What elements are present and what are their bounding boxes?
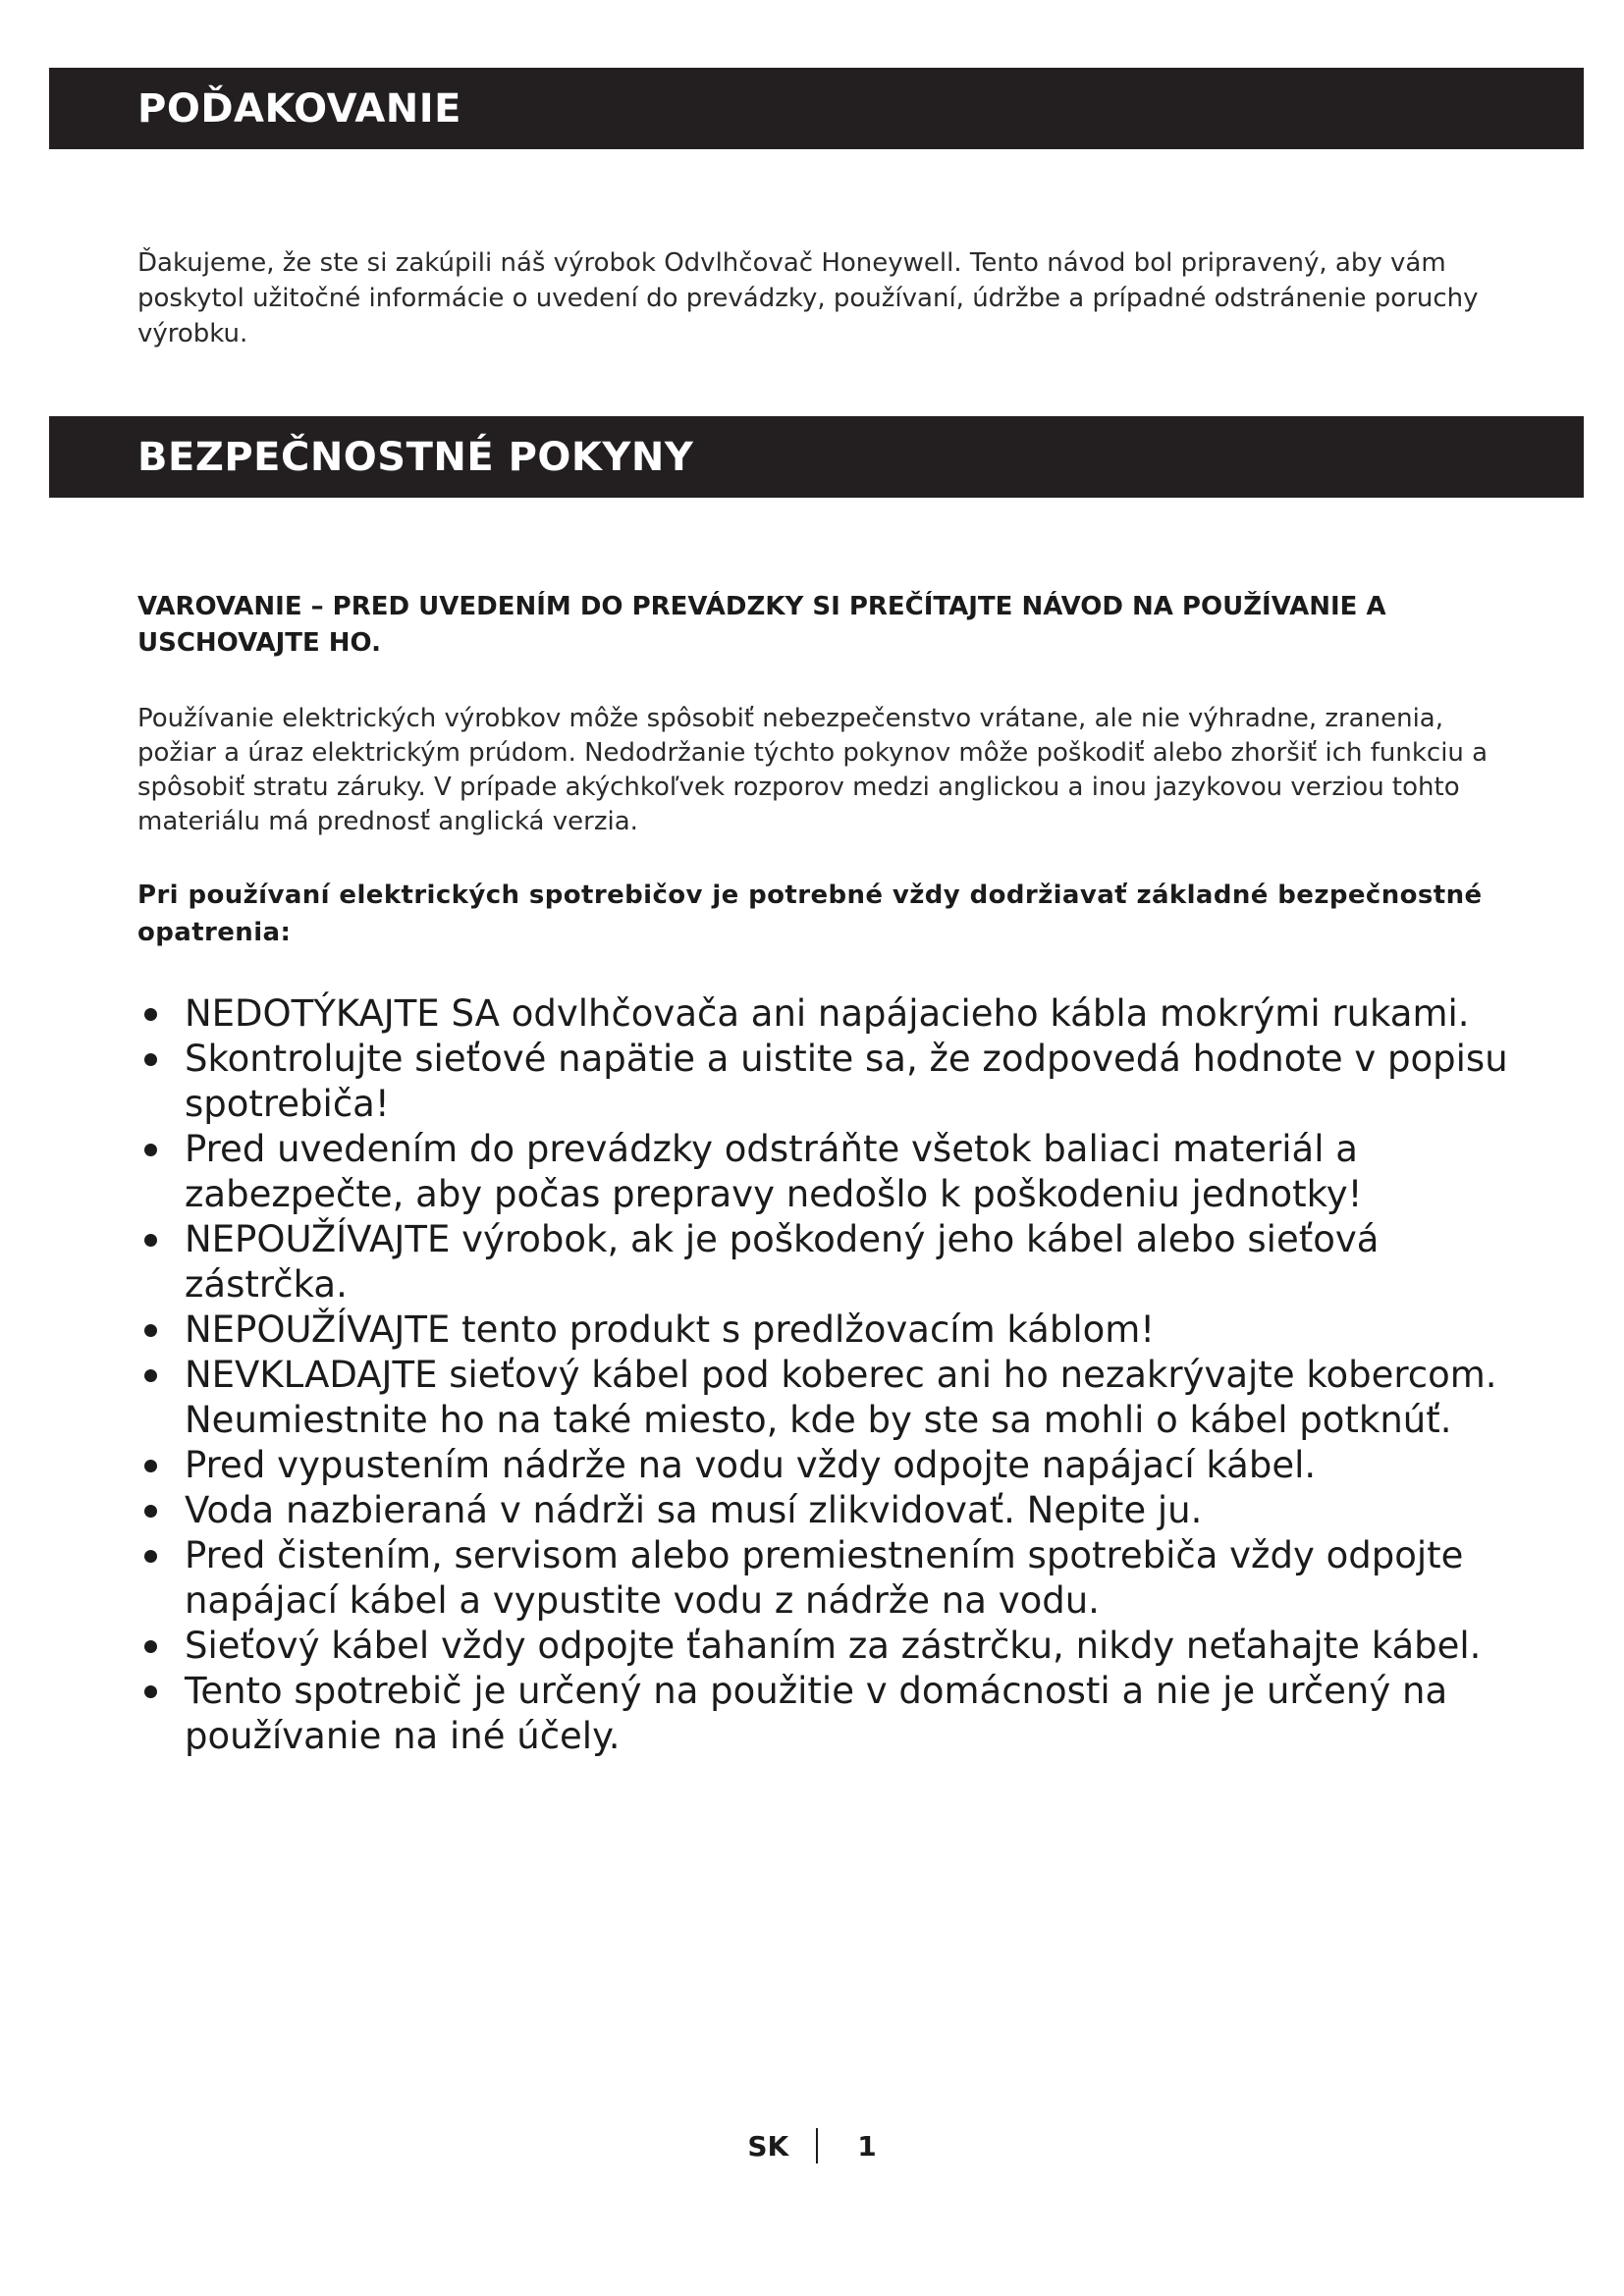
list-item [137, 1488, 1512, 1533]
bullet-icon [144, 1144, 157, 1156]
page-number: 1 [857, 2129, 877, 2163]
section-header-safety [49, 416, 1584, 498]
list-item [137, 1533, 1512, 1624]
list-item-text: Pred uvedením do prevádzky odstráňte všetok baliaci materiál a zabezpečte, aby počas prepravy nedošlo k poškodeniu jednotky! [185, 1128, 1363, 1215]
list-item [137, 1443, 1512, 1488]
bullet-icon [144, 1053, 157, 1066]
list-item-text: NEDOTÝKAJTE SA odvlhčovača ani napájacieho kábla mokrými rukami. [185, 992, 1470, 1035]
precaution-paragraph: Pri používaní elektrických spotrebičov je potrebné vždy dodržiavať základné bezpečnostné opatrenia: [137, 881, 1483, 947]
list-item [137, 991, 1512, 1037]
list-item [137, 1037, 1512, 1127]
bullet-icon [144, 1234, 157, 1247]
list-item-text: NEPOUŽÍVAJTE výrobok, ak je poškodený jeho kábel alebo sieťová zástrčka. [185, 1218, 1380, 1306]
footer-language: SK [747, 2129, 789, 2163]
warning-heading: VAROVANIE – PRED UVEDENÍM DO PREVÁDZKY SI PREČÍTAJTE NÁVOD NA POUŽÍVANIE A USCHOVAJTE HO. [137, 592, 1386, 658]
page-footer [0, 2128, 1624, 2163]
list-item [137, 1669, 1512, 1759]
list-item [137, 1308, 1512, 1353]
list-item [137, 1217, 1512, 1308]
list-item [137, 1624, 1512, 1669]
bullet-icon [144, 1685, 157, 1698]
bullet-icon [144, 1460, 157, 1472]
bullet-icon [144, 1324, 157, 1337]
warning-paragraph: Používanie elektrických výrobkov môže spôsobiť nebezpečenstvo vrátane, ale nie výhradne, zranenia, požiar a úraz elektrickým prúdom. Nedodržanie týchto pokynov môže poškodiť alebo zhoršiť ich funkciu a spôsobiť stratu záruky. V prípade akýchkoľvek rozporov medzi anglickou a inou jazykovou verziou tohto materiálu má prednosť anglická verzia. [137, 704, 1489, 836]
section-header-thanks [49, 68, 1584, 149]
list-item-text: Voda nazbieraná v nádrži sa musí zlikvidovať. Nepite ju. [185, 1489, 1203, 1531]
intro-paragraph: Ďakujeme, že ste si zakúpili náš výrobok Odvlhčovač Honeywell. Tento návod bol pripravený, aby vám poskytol užitočné informácie o uvedení do prevádzky, používaní, údržbe a prípadné odstránenie poruchy výrobku. [137, 248, 1479, 348]
list-item [137, 1127, 1512, 1217]
list-item [137, 1353, 1512, 1443]
list-item-text: NEVKLADAJTE sieťový kábel pod koberec ani ho nezakrývajte kobercom. Neumiestnite ho na také miesto, kde by ste sa mohli o kábel potknúť. [185, 1354, 1497, 1441]
bullet-icon [144, 1008, 157, 1021]
list-item-text: Tento spotrebič je určený na použitie v domácnosti a nie je určený na používanie na iné účely. [185, 1670, 1448, 1757]
list-item-text: NEPOUŽÍVAJTE tento produkt s predlžovacím káblom! [185, 1308, 1156, 1351]
bullet-icon [144, 1369, 157, 1382]
bullet-icon [144, 1505, 157, 1518]
list-item-text: Sieťový kábel vždy odpojte ťahaním za zástrčku, nikdy neťahajte kábel. [185, 1625, 1482, 1667]
section-title-safety: BEZPEČNOSTNÉ POKYNY [137, 434, 694, 480]
safety-bullet-list [137, 991, 1512, 1759]
list-item-text: Pred čistením, servisom alebo premiestnením spotrebiča vždy odpojte napájací kábel a vypustite vodu z nádrže na vodu. [185, 1534, 1464, 1622]
section-title-thanks: POĎAKOVANIE [137, 85, 461, 132]
footer-divider [816, 2128, 818, 2163]
list-item-text: Pred vypustením nádrže na vodu vždy odpojte napájací kábel. [185, 1444, 1317, 1486]
bullet-icon [144, 1550, 157, 1563]
bullet-icon [144, 1640, 157, 1653]
list-item-text: Skontrolujte sieťové napätie a uistite sa, že zodpovedá hodnote v popisu spotrebiča! [185, 1038, 1508, 1125]
